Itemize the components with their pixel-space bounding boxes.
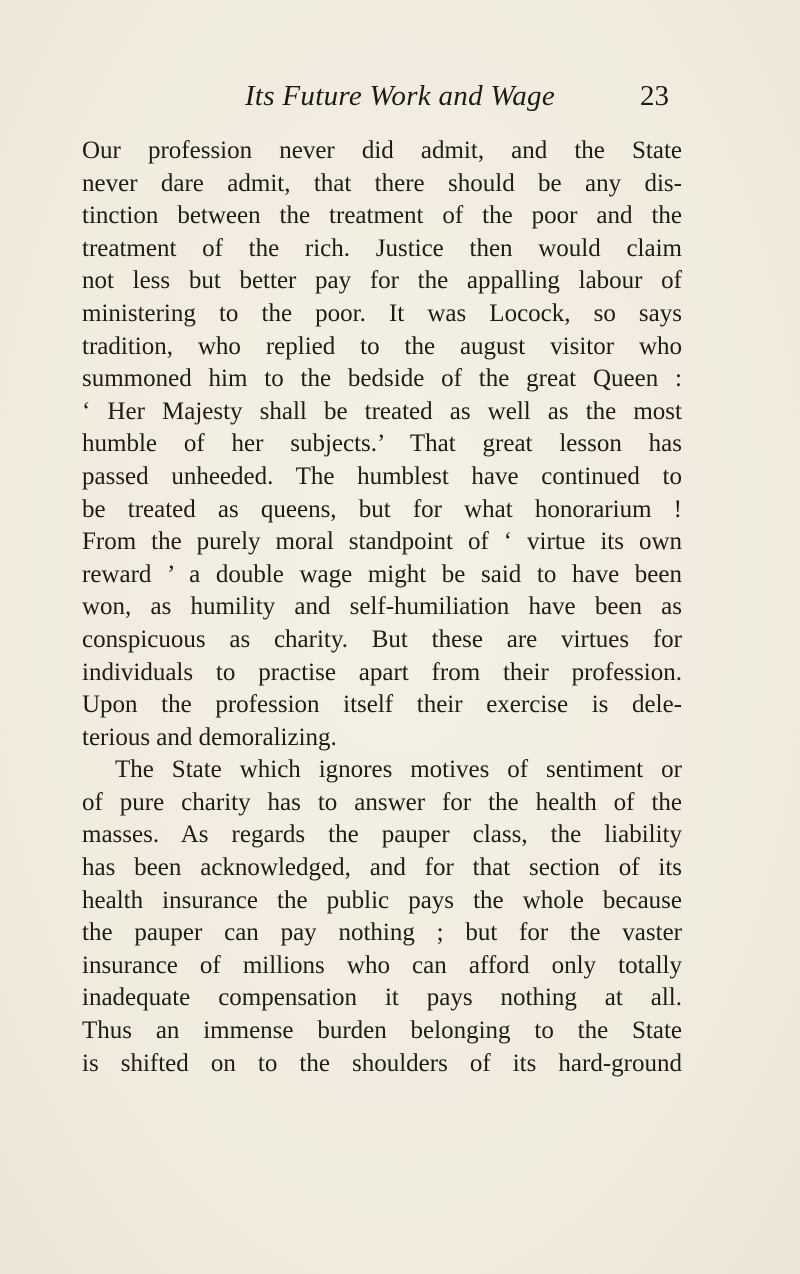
text-line: treatment of the rich. Justice then would claim: [82, 234, 682, 262]
text-line: Thus an immense burden belonging to the State: [82, 1017, 682, 1045]
text-line: reward ’ a double wage might be said to have been: [82, 560, 682, 588]
text-line: masses. As regards the pauper class, the liability: [82, 821, 682, 849]
text-line: of pure charity has to answer for the health of the: [82, 788, 682, 816]
text-line: individuals to practise apart from their profession.: [82, 658, 682, 686]
text-line: never dare admit, that there should be any dis-: [82, 169, 682, 197]
text-line: not less but better pay for the appalling labour of: [82, 267, 682, 295]
page-header: [0, 80, 800, 120]
text-line: be treated as queens, but for what honorarium !: [82, 495, 682, 523]
text-line: summoned him to the bedside of the great Queen :: [82, 365, 682, 393]
body-text: [82, 135, 682, 1080]
text-line: tradition, who replied to the august visitor who: [82, 332, 682, 360]
text-line: insurance of millions who can afford only totally: [82, 951, 682, 979]
text-line: health insurance the public pays the whole because: [82, 886, 682, 914]
text-line: ‘ Her Majesty shall be treated as well as the most: [82, 397, 682, 425]
text-line: terious and demoralizing.: [82, 723, 337, 751]
text-line: the pauper can pay nothing ; but for the vaster: [82, 919, 682, 947]
running-title: Its Future Work and Wage: [244, 80, 556, 112]
text-line: conspicuous as charity. But these are virtues for: [82, 625, 682, 653]
text-line: Upon the profession itself their exercise is dele-: [82, 691, 682, 719]
text-line: tinction between the treatment of the poor and the: [82, 202, 682, 230]
text-line: humble of her subjects.’ That great lesson has: [82, 430, 682, 458]
text-line: Our profession never did admit, and the State: [82, 137, 682, 164]
text-line: won, as humility and self-humiliation have been as: [82, 593, 682, 621]
text-line: From the purely moral standpoint of ‘ virtue its own: [82, 528, 682, 556]
text-line: inadequate compensation it pays nothing at all.: [82, 984, 682, 1012]
page-number: 23: [640, 80, 669, 112]
text-line: ministering to the poor. It was Locock, so says: [82, 299, 682, 327]
text-line: has been acknowledged, and for that section of its: [82, 854, 682, 882]
text-line: is shifted on to the shoulders of its hard-ground: [82, 1049, 682, 1077]
text-line: The State which ignores motives of sentiment or: [115, 756, 682, 784]
text-line: passed unheeded. The humblest have continued to: [82, 462, 682, 490]
